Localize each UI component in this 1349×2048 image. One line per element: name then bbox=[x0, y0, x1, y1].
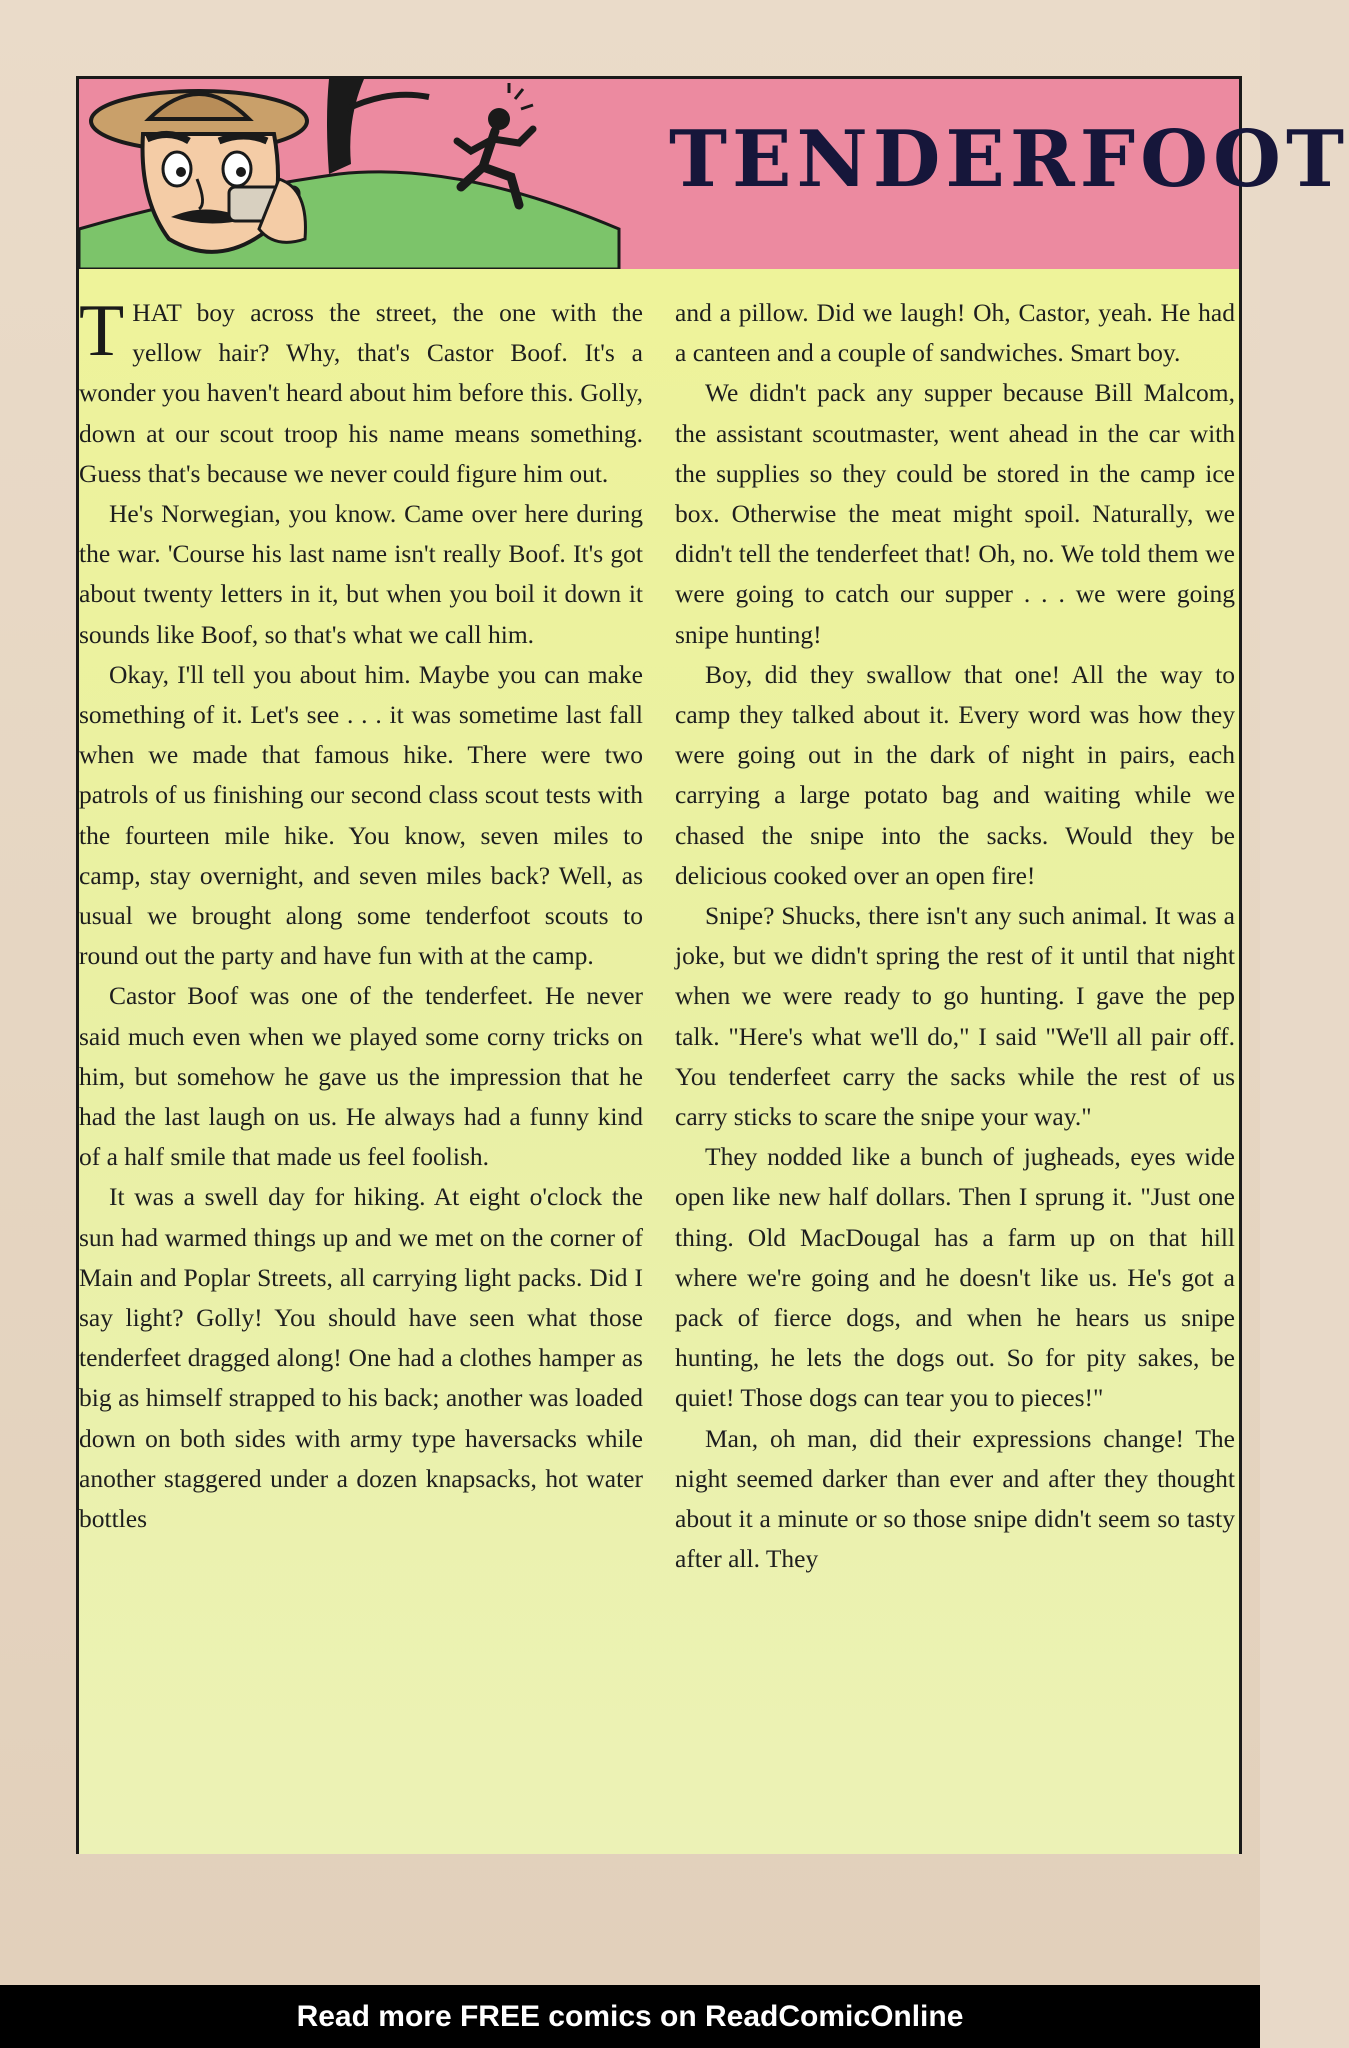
left-column bbox=[79, 290, 643, 1539]
story-title: TENDERFOOT bbox=[669, 114, 1349, 205]
paragraph: Boy, did they swallow that one! All the way to camp they talked about it. Every word was how they were going out in the dark of night in pairs, each carrying a large potato bag and waiting while we chased the snipe into the sacks. Would they be delicious cooked over an open fire! bbox=[675, 659, 1235, 890]
paragraph: and a pillow. Did we laugh! Oh, Castor, yeah. He had a canteen and a couple of sandwiches. Smart boy. bbox=[675, 298, 1235, 368]
title-banner bbox=[76, 76, 1349, 272]
paragraph: It was a swell day for hiking. At eight o'clock the sun had warmed things up and we met on the corner of Main and Poplar Streets, all carrying light packs. Did I say light? Golly! You should have seen what those tenderfeet dragged along! One had a clothes hamper as big as himself strapped to his back; another was loaded down on both sides with army type haversacks while another staggered under a dozen knapsacks, hot water bottles bbox=[79, 1182, 643, 1534]
story-text-box bbox=[76, 269, 1242, 1854]
paragraph: Snipe? Shucks, there isn't any such animal. It was a joke, but we didn't spring the rest of it until that night when we were ready to go hunting. I gave the pep talk. "Here's what we'll do," I said "We'll all pair off. You tenderfeet carry the sacks while the rest of us carry sticks to scare the snipe your way." bbox=[675, 901, 1235, 1132]
paragraph: Man, oh man, did their expressions change! The night seemed darker than ever and after they thought about it a minute or so those snipe didn't seem so tasty after all. They bbox=[675, 1423, 1235, 1574]
right-column bbox=[675, 293, 1235, 1580]
paragraph: Castor Boof was one of the tenderfeet. He never said much even when we played some corny tricks on him, but somehow he gave us the impression that he had the last laugh on us. He always had a funny kind of a half smile that made us feel foolish. bbox=[79, 981, 643, 1172]
paragraph: We didn't pack any supper because Bill Malcom, the assistant scoutmaster, went ahead in the car with the supplies so they could be stored in the camp ice box. Otherwise the meat might spoil. Naturally, we didn't tell the tenderfeet that! Oh, no. We told them we were going to catch our supper . . . we were going snipe hunting! bbox=[675, 378, 1235, 649]
paragraph: He's Norwegian, you know. Came over here during the war. 'Course his last name isn't really Boof. It's got about twenty letters in it, but when you boil it down it sounds like Boof, so that's what we call him. bbox=[79, 499, 643, 649]
paragraph: THAT boy across the street, the one with the yellow hair? Why, that's Castor Boof. It's a wonder you haven't heard about him before this. Golly, down at our scout troop his name means something. Guess that's because we never could figure him out. bbox=[79, 290, 643, 488]
drop-cap: T bbox=[79, 290, 125, 372]
promo-footer-link[interactable]: Read more FREE comics on ReadComicOnline bbox=[0, 1985, 1260, 2048]
scout-illustration bbox=[79, 79, 619, 269]
paragraph: Okay, I'll tell you about him. Maybe you can make something of it. Let's see . . . it was sometime last fall when we made that famous hike. There were two patrols of us finishing our second class scout tests with the fourteen mile hike. You know, seven miles to camp, stay overnight, and seven miles back? Well, as usual we brought along some tenderfoot scouts to round out the party and have fun with at the camp. bbox=[79, 659, 643, 971]
paragraph: They nodded like a bunch of jugheads, eyes wide open like new half dollars. Then I sprung it. "Just one thing. Old MacDougal has a farm up on that hill where we're going and he doesn't like us. He's got a pack of fierce dogs, and when he hears us snipe hunting, he lets the dogs out. So for pity sakes, be quiet! Those dogs can tear you to pieces!" bbox=[675, 1142, 1235, 1413]
